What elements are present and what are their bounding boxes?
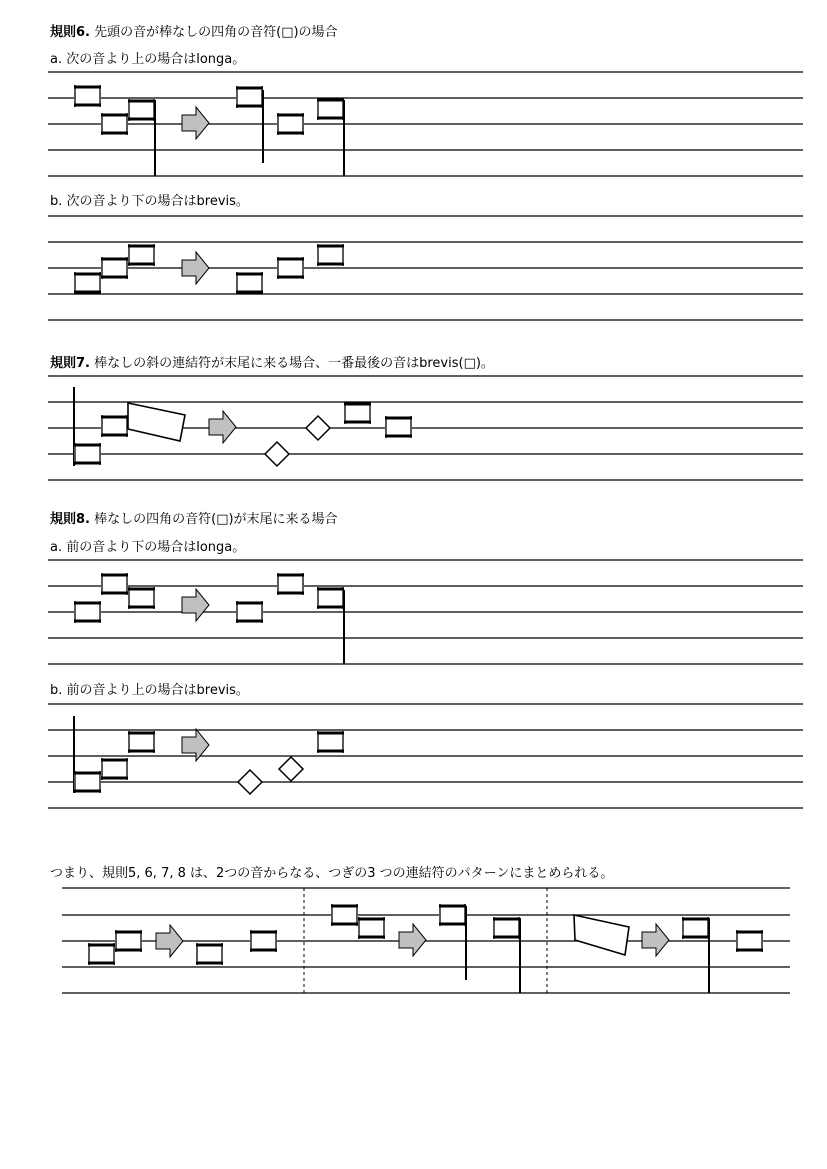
ligature-rule8a-after: [236, 573, 344, 664]
ligature-rule6b-before: [74, 244, 155, 294]
arrow-icon: [209, 411, 236, 443]
ligature-rule6b-after: [236, 244, 344, 294]
staff-rule6a: [48, 72, 803, 176]
ligature-rule6a-after: [236, 86, 344, 176]
arrow-icon: [182, 252, 209, 284]
summary-text: つまり、規則5, 6, 7, 8 は、2つの音からなる、つぎの3 つの連結符のパターンにまとめられる。: [50, 866, 614, 881]
rule8-text: 棒なしの四角の音符(□)が末尾に来る場合: [89, 512, 338, 527]
rule8-case-a: a. 前の音より下の場合はlonga。: [50, 540, 246, 555]
ligature-rule7-after: [265, 402, 412, 466]
rule8-case-b: b. 前の音より上の場合はbrevis。: [50, 683, 249, 698]
pattern-1: [88, 925, 277, 965]
staff-rule8a: [48, 560, 803, 664]
rule6-case-b: b. 次の音より下の場合はbrevis。: [50, 194, 249, 209]
rule6-case-a: a. 次の音より上の場合はlonga。: [50, 52, 246, 67]
rule8-label: 規則8.: [50, 512, 90, 527]
rule6-text: 先頭の音が棒なしの四角の音符(□)の場合: [89, 25, 338, 40]
pattern-3: [574, 915, 763, 993]
ligature-rule8a-before: [74, 573, 155, 623]
arrow-icon: [182, 107, 209, 139]
rule7-text: 棒なしの斜の連結符が末尾に来る場合、一番最後の音はbrevis(□)。: [89, 356, 494, 371]
rule7-label: 規則7.: [50, 356, 90, 371]
ligature-rule8b-after: [238, 731, 344, 794]
pattern-2: [331, 904, 520, 993]
ligature-rule6a-before: [74, 85, 155, 176]
staff-rule6b: [48, 216, 803, 320]
arrow-icon: [182, 589, 209, 621]
staff-rule8b: [48, 704, 803, 808]
rule6-label: 規則6.: [50, 25, 90, 40]
